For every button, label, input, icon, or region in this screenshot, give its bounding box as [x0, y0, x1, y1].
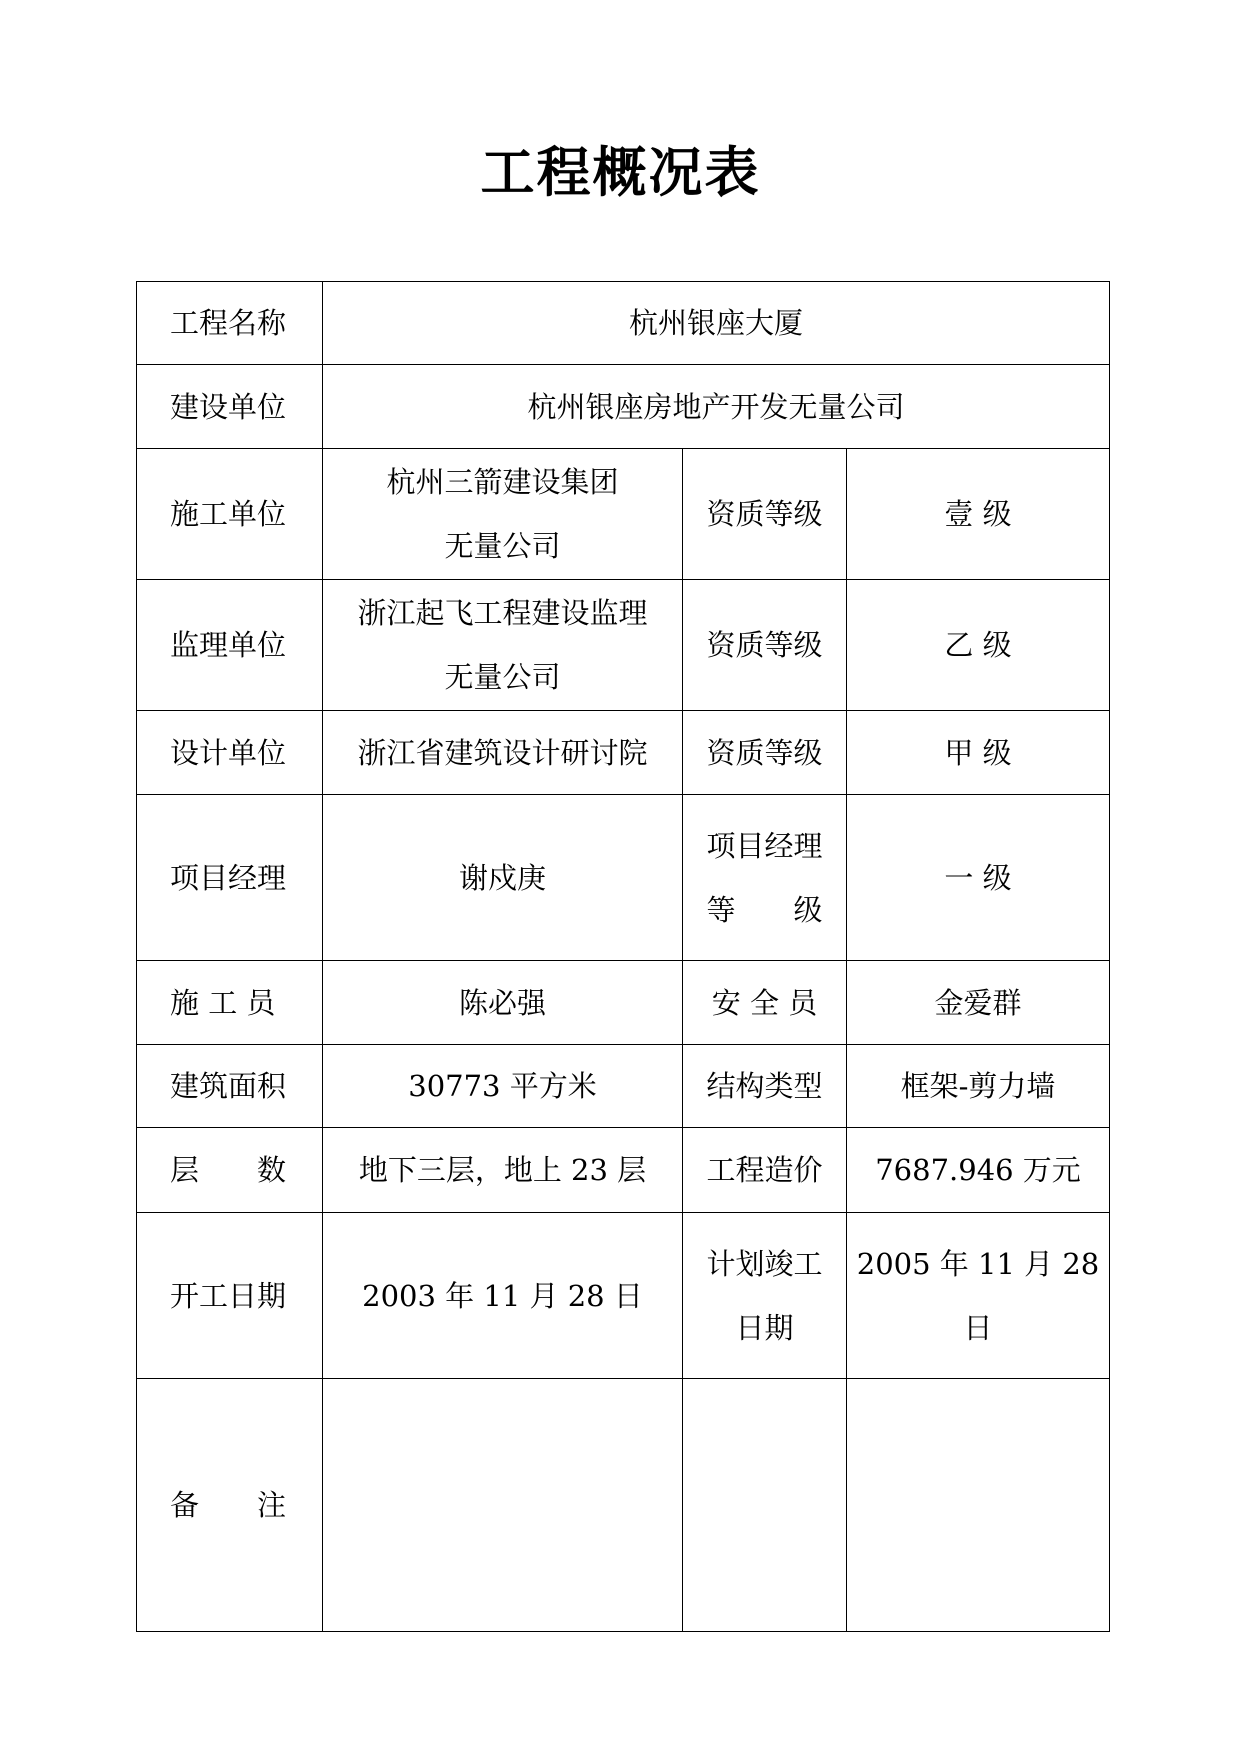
supervisor-qual-label: 资质等级 [683, 580, 847, 711]
table-row [137, 282, 1110, 365]
planned-completion-label [683, 1213, 847, 1379]
planned-completion-label-line2: 日期 [735, 1310, 794, 1345]
supervisor-value [323, 580, 683, 711]
remarks-label: 备 注 [137, 1379, 323, 1632]
contractor-qual-value: 壹 级 [847, 449, 1110, 580]
table-row [137, 1045, 1110, 1128]
designer-label: 设计单位 [137, 711, 323, 795]
remarks-cell-2 [683, 1379, 847, 1632]
floors-label: 层 数 [137, 1128, 323, 1213]
owner-value: 杭州银座房地产开发无量公司 [323, 365, 1110, 449]
manager-grade-label [683, 795, 847, 961]
designer-qual-value: 甲 级 [847, 711, 1110, 795]
manager-value: 谢戍庚 [323, 795, 683, 961]
cost-value: 7687.946 万元 [847, 1128, 1110, 1213]
project-name-label: 工程名称 [137, 282, 323, 365]
start-date-value: 2003 年 11 月 28 日 [323, 1213, 683, 1379]
manager-grade-value: 一 级 [847, 795, 1110, 961]
struct-label: 结构类型 [683, 1045, 847, 1128]
supervisor-label: 监理单位 [137, 580, 323, 711]
table-row [137, 1213, 1110, 1379]
designer-qual-label: 资质等级 [683, 711, 847, 795]
area-label: 建筑面积 [137, 1045, 323, 1128]
table-row [137, 1379, 1110, 1632]
supervisor-value-line2: 无量公司 [444, 660, 561, 694]
table-row [137, 580, 1110, 711]
floors-value: 地下三层，地上 23 层 [323, 1128, 683, 1213]
table-row [137, 961, 1110, 1045]
planned-completion-value [847, 1213, 1110, 1379]
area-value: 30773 平方米 [323, 1045, 683, 1128]
start-date-label: 开工日期 [137, 1213, 323, 1379]
manager-grade-label-line1: 项目经理 [706, 828, 823, 863]
staff-value: 陈必强 [323, 961, 683, 1045]
planned-completion-value-line1: 2005 年 11 月 28 [856, 1246, 1100, 1281]
supervisor-qual-value: 乙 级 [847, 580, 1110, 711]
struct-value: 框架-剪力墙 [847, 1045, 1110, 1128]
contractor-value-line2: 无量公司 [444, 529, 561, 563]
project-overview-table [136, 281, 1110, 1632]
planned-completion-label-line1: 计划竣工 [706, 1246, 823, 1281]
table-row [137, 1128, 1110, 1213]
manager-grade-label-line2: 等 级 [706, 892, 823, 927]
contractor-value [323, 449, 683, 580]
remarks-cell-3 [847, 1379, 1110, 1632]
table-row [137, 711, 1110, 795]
designer-value: 浙江省建筑设计研讨院 [323, 711, 683, 795]
table-row [137, 365, 1110, 449]
table-row [137, 795, 1110, 961]
contractor-value-line1: 杭州三箭建设集团 [386, 465, 619, 499]
project-name-value: 杭州银座大厦 [323, 282, 1110, 365]
safety-label: 安 全 员 [683, 961, 847, 1045]
table-row [137, 449, 1110, 580]
contractor-label: 施工单位 [137, 449, 323, 580]
manager-label: 项目经理 [137, 795, 323, 961]
planned-completion-value-line2: 日 [963, 1310, 993, 1345]
cost-label: 工程造价 [683, 1128, 847, 1213]
owner-label: 建设单位 [137, 365, 323, 449]
contractor-qual-label: 资质等级 [683, 449, 847, 580]
supervisor-value-line1: 浙江起飞工程建设监理 [357, 596, 648, 630]
staff-label: 施 工 员 [137, 961, 323, 1045]
safety-value: 金爱群 [847, 961, 1110, 1045]
remarks-cell-1 [323, 1379, 683, 1632]
page-title: 工程概况表 [480, 141, 761, 204]
